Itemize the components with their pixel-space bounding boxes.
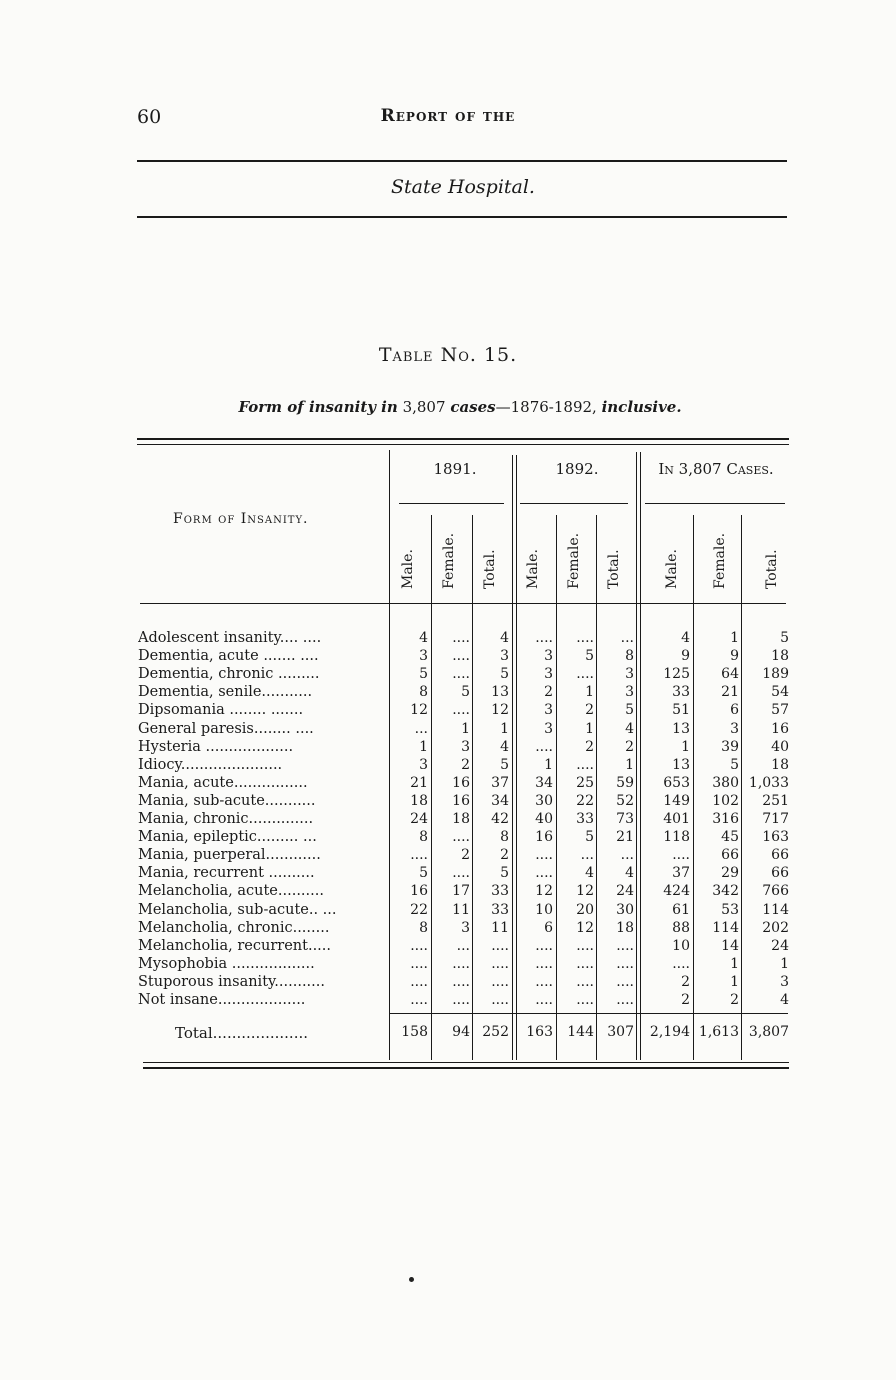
cell-1892-total: 18 — [616, 920, 634, 936]
cell-all-total: 5 — [780, 630, 789, 646]
cell-all-female: 102 — [712, 793, 739, 809]
group-rule-1892 — [520, 503, 628, 504]
cell-all-male: 9 — [681, 648, 690, 664]
cell-all-total: 189 — [762, 666, 789, 682]
cell-1891-male: 4 — [419, 630, 428, 646]
row-label: Hysteria ................... — [138, 739, 294, 755]
cell-1891-male: .... — [410, 956, 428, 972]
caption-italic-a: Form of insanity in — [238, 398, 398, 416]
cell-1892-female: .... — [576, 974, 594, 990]
cell-1891-female: 1 — [461, 721, 470, 737]
col-1892-total: Total. — [606, 549, 622, 589]
page-number: 60 — [137, 106, 162, 128]
cell-all-male: 401 — [663, 811, 690, 827]
cell-all-total: 251 — [762, 793, 789, 809]
total-top-rule — [390, 1013, 788, 1014]
cell-1892-male: 10 — [535, 902, 553, 918]
cell-1892-male: .... — [535, 847, 553, 863]
cell-1891-female: 18 — [452, 811, 470, 827]
cell-all-female: 114 — [712, 920, 739, 936]
cell-1891-total: 37 — [491, 775, 509, 791]
cell-1892-female: 12 — [576, 883, 594, 899]
cell-1891-total: 11 — [491, 920, 509, 936]
cell-1892-female: 4 — [585, 865, 594, 881]
cell-1892-male: 30 — [535, 793, 553, 809]
cell-1892-total: 24 — [616, 883, 634, 899]
cell-1891-female: 17 — [452, 883, 470, 899]
cell-all-female: 14 — [721, 938, 739, 954]
total-1891-female: 94 — [452, 1024, 470, 1040]
cell-1892-female: 12 — [576, 920, 594, 936]
cell-all-total: 163 — [762, 829, 789, 845]
cell-all-female: 380 — [712, 775, 739, 791]
cell-1892-total: 1 — [625, 757, 634, 773]
cell-1891-total: .... — [491, 992, 509, 1008]
table-bottom-rule-2 — [143, 1067, 789, 1069]
cell-1891-male: 3 — [419, 648, 428, 664]
cell-1891-male: .... — [410, 992, 428, 1008]
group-rule-1891 — [399, 503, 504, 504]
cell-1891-female: 2 — [461, 757, 470, 773]
cell-1891-total: 5 — [500, 666, 509, 682]
cell-1892-total: .... — [616, 974, 634, 990]
cell-all-total: 717 — [762, 811, 789, 827]
row-label: Mania, sub-acute........... — [138, 793, 316, 809]
col-all-female: Female. — [712, 532, 728, 589]
cell-1891-female: .... — [452, 865, 470, 881]
caption-number: 3,807 — [402, 398, 446, 416]
cell-all-male: 10 — [672, 938, 690, 954]
cell-all-male: 13 — [672, 757, 690, 773]
cell-1892-total: 3 — [625, 684, 634, 700]
total-1892-total: 307 — [607, 1024, 634, 1040]
vrule-label — [389, 450, 390, 1060]
cell-1891-total: .... — [491, 956, 509, 972]
group-rule-all — [645, 503, 785, 504]
cell-1891-female: .... — [452, 956, 470, 972]
cell-all-total: 66 — [771, 847, 789, 863]
cell-1892-female: 1 — [585, 684, 594, 700]
header-rule-bottom — [137, 216, 787, 218]
cell-1891-female: .... — [452, 829, 470, 845]
header-rule-top — [137, 160, 787, 162]
table-title: Table No. 15. — [378, 344, 518, 366]
cell-1892-total: 8 — [625, 648, 634, 664]
cell-all-male: 653 — [663, 775, 690, 791]
cell-1892-female: 33 — [576, 811, 594, 827]
row-label: Dementia, chronic ......... — [138, 666, 320, 682]
cell-1891-total: 4 — [500, 739, 509, 755]
total-1892-male: 163 — [526, 1024, 553, 1040]
cell-all-male: 61 — [672, 902, 690, 918]
cell-1891-total: 13 — [491, 684, 509, 700]
cell-1891-total: .... — [491, 974, 509, 990]
cell-1892-male: .... — [535, 739, 553, 755]
caption-years: —1876-1892, — [495, 398, 597, 416]
cell-1891-male: 22 — [410, 902, 428, 918]
cell-all-male: 424 — [663, 883, 690, 899]
col-1891-female: Female. — [441, 532, 457, 589]
total-label: Total.................... — [175, 1024, 309, 1042]
total-1891-male: 158 — [401, 1024, 428, 1040]
cell-1891-female: 5 — [461, 684, 470, 700]
total-1892-female: 144 — [567, 1024, 594, 1040]
cell-1891-female: 16 — [452, 793, 470, 809]
vrule-1892-total — [596, 515, 597, 1060]
table-bottom-rule — [143, 1062, 789, 1063]
running-head: Report of the — [380, 106, 516, 126]
cell-1891-female: 3 — [461, 739, 470, 755]
cell-1892-male: .... — [535, 865, 553, 881]
cell-all-male: 125 — [663, 666, 690, 682]
cell-all-male: 88 — [672, 920, 690, 936]
cell-1891-total: 1 — [500, 721, 509, 737]
row-label: General paresis........ .... — [138, 721, 314, 737]
cell-all-female: 29 — [721, 865, 739, 881]
cell-all-male: 37 — [672, 865, 690, 881]
cell-1892-female: 20 — [576, 902, 594, 918]
col-1892-female: Female. — [566, 532, 582, 589]
table-top-rule-2 — [137, 444, 789, 445]
row-label: Mania, recurrent .......... — [138, 865, 315, 881]
cell-1891-male: 3 — [419, 757, 428, 773]
cell-1891-female: .... — [452, 702, 470, 718]
row-label: Melancholia, recurrent..... — [138, 938, 332, 954]
cell-1892-female: 5 — [585, 829, 594, 845]
cell-1892-male: 3 — [544, 666, 553, 682]
cell-all-total: 1,033 — [748, 775, 789, 791]
cell-all-male: 33 — [672, 684, 690, 700]
row-label: Mania, chronic.............. — [138, 811, 314, 827]
table-top-rule — [137, 438, 789, 440]
row-label: Mania, puerperal............ — [138, 847, 321, 863]
col-all-total: Total. — [764, 549, 780, 589]
total-1891-total: 252 — [482, 1024, 509, 1040]
cell-1892-male: .... — [535, 956, 553, 972]
cell-1891-male: 5 — [419, 666, 428, 682]
cell-all-total: 18 — [771, 648, 789, 664]
cell-1891-total: 33 — [491, 883, 509, 899]
cell-all-female: 53 — [721, 902, 739, 918]
vrule-all-female — [693, 515, 694, 1060]
cell-1892-female: 1 — [585, 721, 594, 737]
cell-1892-male: 6 — [544, 920, 553, 936]
header-bottom-rule — [140, 603, 786, 604]
cell-1891-male: .... — [410, 974, 428, 990]
cell-all-female: 21 — [721, 684, 739, 700]
cell-1892-male: .... — [535, 630, 553, 646]
row-label: Stuporous insanity........... — [138, 974, 325, 990]
cell-1892-total: 5 — [625, 702, 634, 718]
group-1892: 1892. — [555, 460, 599, 478]
row-label: Dementia, senile........... — [138, 684, 313, 700]
vrule-all-total — [741, 515, 742, 1060]
cell-all-male: 13 — [672, 721, 690, 737]
cell-1892-female: .... — [576, 757, 594, 773]
cell-all-female: 2 — [730, 992, 739, 1008]
col-1891-male: Male. — [400, 549, 416, 589]
cell-1892-female: .... — [576, 992, 594, 1008]
cell-1892-total: 3 — [625, 666, 634, 682]
cell-all-male: .... — [672, 956, 690, 972]
cell-1892-total: 73 — [616, 811, 634, 827]
cell-all-total: 54 — [771, 684, 789, 700]
cell-all-female: 64 — [721, 666, 739, 682]
table-caption — [0, 398, 896, 416]
col-1892-male: Male. — [525, 549, 541, 589]
cell-1892-total: ... — [620, 847, 634, 863]
cell-1891-female: .... — [452, 992, 470, 1008]
cell-1891-male: 8 — [419, 920, 428, 936]
cell-all-male: 1 — [681, 739, 690, 755]
cell-1891-total: 42 — [491, 811, 509, 827]
cell-1892-male: 16 — [535, 829, 553, 845]
cell-1891-male: .... — [410, 847, 428, 863]
cell-1891-male: 8 — [419, 829, 428, 845]
cell-1892-total: .... — [616, 992, 634, 1008]
cell-1892-female: .... — [576, 956, 594, 972]
cell-1891-total: 5 — [500, 865, 509, 881]
cell-all-total: 57 — [771, 702, 789, 718]
cell-1891-total: 4 — [500, 630, 509, 646]
cell-1892-male: .... — [535, 992, 553, 1008]
cell-all-female: 45 — [721, 829, 739, 845]
cell-all-total: 4 — [780, 992, 789, 1008]
row-label: Melancholia, chronic........ — [138, 920, 330, 936]
cell-1892-female: ... — [580, 847, 594, 863]
row-label: Mania, epileptic......... ... — [138, 829, 317, 845]
cell-1892-male: .... — [535, 938, 553, 954]
vrule-1892-female — [556, 515, 557, 1060]
cell-1892-total: 59 — [616, 775, 634, 791]
row-label: Dementia, acute ....... .... — [138, 648, 319, 664]
cell-all-male: 118 — [663, 829, 690, 845]
cell-1891-male: .... — [410, 938, 428, 954]
cell-1891-male: ... — [414, 721, 428, 737]
caption-italic-c: inclusive. — [601, 398, 682, 416]
cell-1891-male: 21 — [410, 775, 428, 791]
cell-1892-male: 12 — [535, 883, 553, 899]
row-label: Melancholia, sub-acute.. ... — [138, 902, 337, 918]
cell-1892-female: .... — [576, 666, 594, 682]
cell-all-total: 40 — [771, 739, 789, 755]
cell-all-total: 202 — [762, 920, 789, 936]
total-all-male: 2,194 — [649, 1024, 690, 1040]
cell-all-male: 149 — [663, 793, 690, 809]
cell-all-total: 3 — [780, 974, 789, 990]
cell-all-male: 2 — [681, 974, 690, 990]
cell-1891-total: 2 — [500, 847, 509, 863]
cell-1892-male: 40 — [535, 811, 553, 827]
col-1891-total: Total. — [482, 549, 498, 589]
cell-1892-female: 25 — [576, 775, 594, 791]
col-all-male: Male. — [664, 549, 680, 589]
cell-all-male: 51 — [672, 702, 690, 718]
cell-1891-female: 16 — [452, 775, 470, 791]
caption-italic-b: cases — [450, 398, 496, 416]
cell-1892-total: 21 — [616, 829, 634, 845]
cell-all-female: 1 — [730, 974, 739, 990]
cell-1891-female: .... — [452, 648, 470, 664]
cell-1891-male: 5 — [419, 865, 428, 881]
cell-all-female: 1 — [730, 630, 739, 646]
total-all-female: 1,613 — [698, 1024, 739, 1040]
cell-1892-total: 52 — [616, 793, 634, 809]
cell-1892-female: 2 — [585, 702, 594, 718]
cell-1891-female: 11 — [452, 902, 470, 918]
row-label: Mania, acute................ — [138, 775, 308, 791]
cell-1891-male: 18 — [410, 793, 428, 809]
cell-1891-female: .... — [452, 974, 470, 990]
cell-all-total: 766 — [762, 883, 789, 899]
vrule-1892-end-2 — [640, 452, 641, 1060]
cell-1891-male: 1 — [419, 739, 428, 755]
cell-1891-female: 3 — [461, 920, 470, 936]
vrule-1891-end — [512, 455, 513, 1060]
cell-1891-female: ... — [456, 938, 470, 954]
cell-1891-male: 16 — [410, 883, 428, 899]
cell-1891-total: 33 — [491, 902, 509, 918]
row-label: Mysophobia .................. — [138, 956, 315, 972]
cell-all-total: 24 — [771, 938, 789, 954]
cell-all-female: 6 — [730, 702, 739, 718]
cell-1891-female: 2 — [461, 847, 470, 863]
row-label: Not insane................... — [138, 992, 306, 1008]
cell-1892-female: 22 — [576, 793, 594, 809]
cell-1891-total: 12 — [491, 702, 509, 718]
cell-1892-male: 2 — [544, 684, 553, 700]
cell-1891-male: 24 — [410, 811, 428, 827]
cell-1892-total: 4 — [625, 721, 634, 737]
cell-all-female: 39 — [721, 739, 739, 755]
cell-1892-male: 3 — [544, 721, 553, 737]
sub-head: State Hospital. — [391, 176, 535, 198]
cell-all-female: 66 — [721, 847, 739, 863]
cell-1891-male: 8 — [419, 684, 428, 700]
vrule-1892-end — [636, 452, 637, 1060]
vrule-1891-female — [431, 515, 432, 1060]
cell-1892-female: .... — [576, 630, 594, 646]
cell-all-total: 1 — [780, 956, 789, 972]
cell-1891-female: .... — [452, 666, 470, 682]
page-speck — [409, 1277, 414, 1282]
cell-all-female: 316 — [712, 811, 739, 827]
group-1891: 1891. — [433, 460, 477, 478]
cell-all-total: 66 — [771, 865, 789, 881]
cell-1892-male: 1 — [544, 757, 553, 773]
cell-1892-total: 4 — [625, 865, 634, 881]
cell-all-total: 16 — [771, 721, 789, 737]
cell-1892-female: 2 — [585, 739, 594, 755]
cell-all-female: 342 — [712, 883, 739, 899]
vrule-1891-end-2 — [516, 455, 517, 1060]
cell-1892-total: ... — [620, 630, 634, 646]
row-label: Melancholia, acute.......... — [138, 883, 324, 899]
cell-all-female: 9 — [730, 648, 739, 664]
cell-all-total: 18 — [771, 757, 789, 773]
cell-1891-male: 12 — [410, 702, 428, 718]
cell-all-total: 114 — [762, 902, 789, 918]
row-label: Adolescent insanity.... .... — [138, 630, 322, 646]
cell-1892-male: .... — [535, 974, 553, 990]
cell-1891-female: .... — [452, 630, 470, 646]
cell-all-female: 5 — [730, 757, 739, 773]
vrule-1891-total — [472, 515, 473, 1060]
cell-all-male: 2 — [681, 992, 690, 1008]
cell-1891-total: 5 — [500, 757, 509, 773]
cell-all-male: 4 — [681, 630, 690, 646]
form-of-insanity-header: Form of Insanity. — [173, 511, 309, 527]
cell-1891-total: .... — [491, 938, 509, 954]
cell-all-female: 3 — [730, 721, 739, 737]
cell-1892-male: 3 — [544, 648, 553, 664]
cell-1891-total: 34 — [491, 793, 509, 809]
cell-1892-female: 5 — [585, 648, 594, 664]
cell-1891-total: 8 — [500, 829, 509, 845]
row-label: Dipsomania ........ ....... — [138, 702, 304, 718]
cell-1892-total: .... — [616, 956, 634, 972]
group-all-cases: In 3,807 Cases. — [658, 460, 774, 478]
row-label: Idiocy...................... — [138, 757, 283, 773]
cell-1892-total: 30 — [616, 902, 634, 918]
cell-1892-total: 2 — [625, 739, 634, 755]
cell-all-male: .... — [672, 847, 690, 863]
cell-1892-total: .... — [616, 938, 634, 954]
cell-1892-male: 34 — [535, 775, 553, 791]
cell-all-female: 1 — [730, 956, 739, 972]
cell-1892-female: .... — [576, 938, 594, 954]
cell-1891-total: 3 — [500, 648, 509, 664]
cell-1892-male: 3 — [544, 702, 553, 718]
total-all-total: 3,807 — [748, 1024, 789, 1040]
